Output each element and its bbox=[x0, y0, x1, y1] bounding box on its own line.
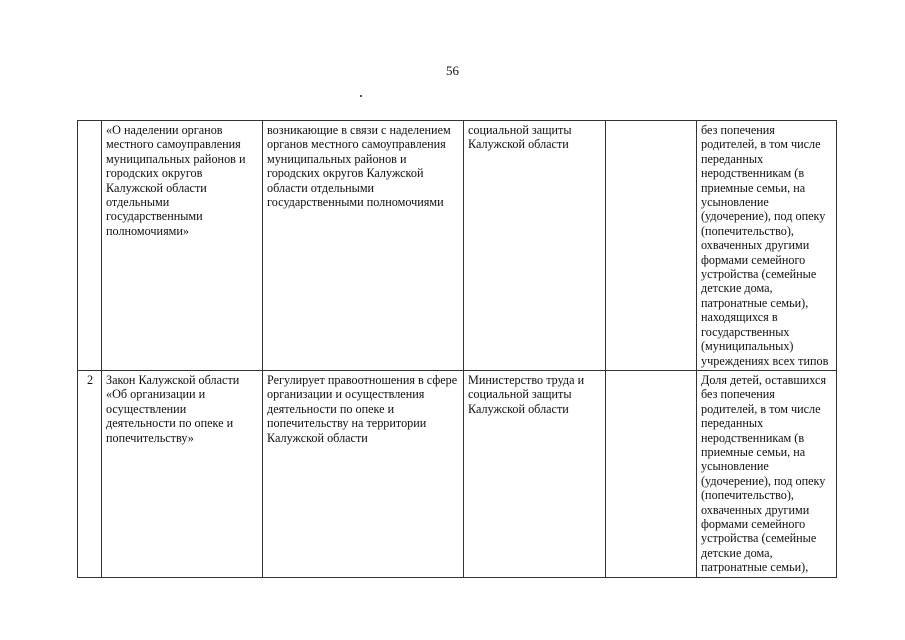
table-row bbox=[78, 370, 837, 577]
subject-cell: Регулирует правоотношения в сфере организации и осуществления деятельности по опеке и попечительству на территории Калужской области bbox=[263, 370, 464, 577]
row-number-cell bbox=[78, 121, 102, 371]
law-cell: «О наделении органов местного самоуправления муниципальных районов и городских округов Калужской области отдельными государственными полномочиями» bbox=[102, 121, 263, 371]
table-row bbox=[78, 121, 837, 371]
page-number: 56 bbox=[446, 63, 459, 78]
empty-cell bbox=[606, 370, 697, 577]
executor-cell: Министерство труда и социальной защиты Калужской области bbox=[464, 370, 606, 577]
empty-cell bbox=[606, 121, 697, 371]
indicator-cell: Доля детей, оставшихся без попечения родителей, в том числе переданных неродственникам (в приемные семьи, на усыновление (удочерение), под опеку (попечительство), охваченных другими формами семейного устройства (семейные детские дома, патронатные семьи), bbox=[697, 370, 837, 577]
law-cell: Закон Калужской области «Об организации и осуществлении деятельности по опеке и попечительству» bbox=[102, 370, 263, 577]
document-table bbox=[77, 120, 837, 578]
scan-speck bbox=[360, 95, 362, 97]
executor-cell: социальной защиты Калужской области bbox=[464, 121, 606, 371]
indicator-cell: без попечения родителей, в том числе переданных неродственникам (в приемные семьи, на усыновление (удочерение), под опеку (попечительство), охваченных другими формами семейного устройства (семейные детские дома, патронатные семьи), находящихся в государственных (муниципальных) учреждениях всех типов bbox=[697, 121, 837, 371]
row-number-cell: 2 bbox=[78, 370, 102, 577]
subject-cell: возникающие в связи с наделением органов местного самоуправления муниципальных районов и городских округов Калужской области отдельными государственными полномочиями bbox=[263, 121, 464, 371]
